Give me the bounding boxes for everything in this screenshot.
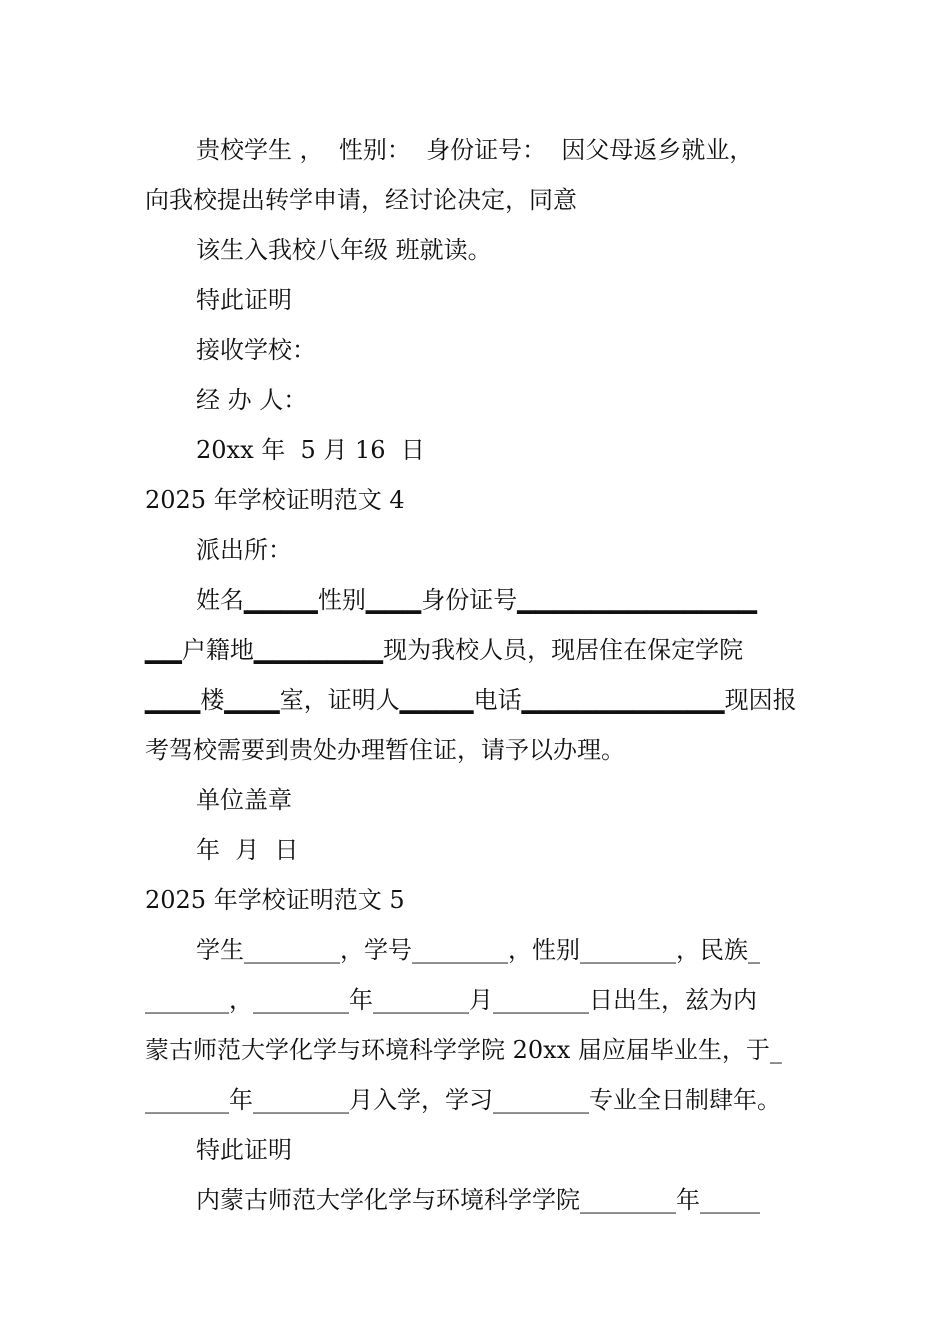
paragraph-line-2: 向我校提出转学申请，经讨论决定，同意 <box>145 186 577 214</box>
receiving-school-label: 接收学校： <box>196 336 316 364</box>
date-line: 20xx 年 5 月 16 日 <box>196 436 425 464</box>
date-placeholder-line: 年 月 日 <box>196 836 299 864</box>
section-heading-5: 2025 年学校证明范文 5 <box>145 886 405 914</box>
certify-text: 特此证明 <box>196 286 292 314</box>
paragraph-line-1: 贵校学生 ， 性别： 身份证号： 因父母返乡就业， <box>196 136 754 164</box>
form-line-4: 考驾校需要到贵处办理暂住证，请予以办理。 <box>145 736 625 764</box>
student-info-line-1: 学生________，学号________，性别________，民族_ <box>196 936 760 964</box>
form-line-3: ▁▁▁楼▁▁▁室，证明人▁▁▁▁电话▁▁▁▁▁▁▁▁▁▁▁现因报 <box>145 686 797 714</box>
form-line-2: ▁▁户籍地▁▁▁▁▁▁▁现为我校人员，现居住在保定学院 <box>145 636 744 664</box>
paragraph-line-3: 该生入我校八年级 班就读。 <box>196 236 492 264</box>
seal-label: 单位盖章 <box>196 786 292 814</box>
college-signature-line: 内蒙古师范大学化学与环境科学学院________年_____ <box>196 1186 760 1214</box>
student-info-line-2: _______，________年________月________日出生，兹为内 <box>145 986 757 1014</box>
form-line-1: 姓名▁▁▁▁性别▁▁▁身份证号▁▁▁▁▁▁▁▁▁▁▁▁▁ <box>196 586 758 614</box>
handler-label: 经 办 人： <box>196 386 308 414</box>
certify-text-2: 特此证明 <box>196 1136 292 1164</box>
student-info-line-4: _______年________月入学，学习________专业全日制肆年。 <box>145 1086 781 1114</box>
recipient-line: 派出所： <box>196 536 292 564</box>
student-info-line-3: 蒙古师范大学化学与环境科学学院 20xx 届应届毕业生，于_ <box>145 1036 782 1064</box>
section-heading-4: 2025 年学校证明范文 4 <box>145 486 405 514</box>
